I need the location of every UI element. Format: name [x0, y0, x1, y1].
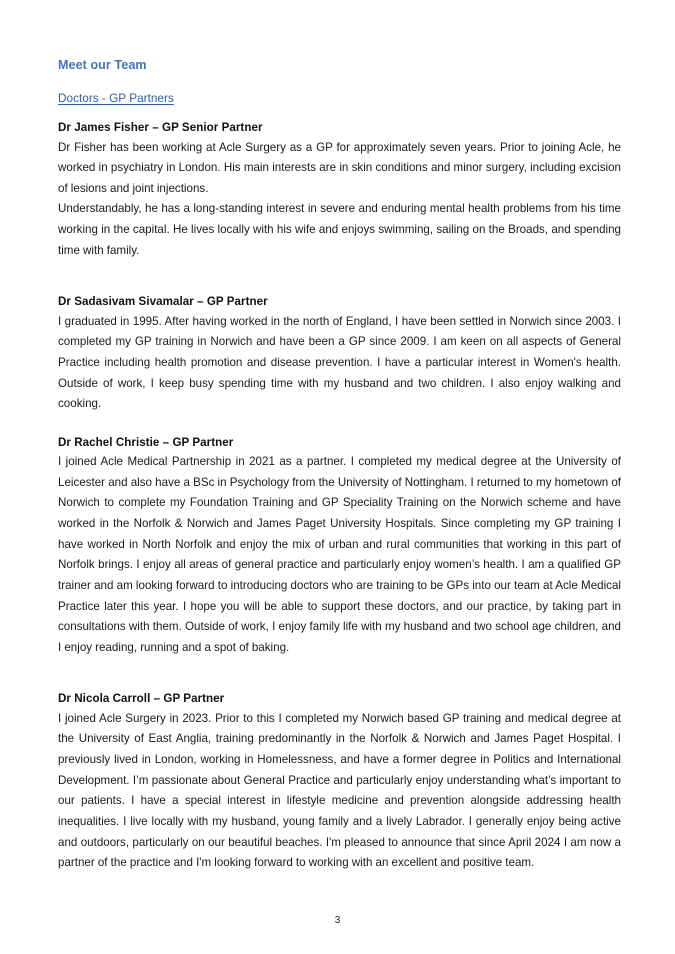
bio-paragraph: I graduated in 1995. After having worked in the north of England, I have been settled in Norwich since 2003. I completed my GP training in Norwich and have been a GP since 2009. I am keen on all aspects of General Practice including health promotion and disease prevention. I have a particular interest in Women's health. Outside of work, I keep busy spending time with my husband and two children. I also enjoy walking and cooking. — [58, 314, 621, 411]
bio-section — [58, 293, 621, 415]
page-content — [58, 58, 621, 880]
bio-name: Dr Sadasivam Sivamalar – GP Partner — [58, 295, 268, 309]
section-spacer — [58, 421, 621, 434]
section-spacer — [58, 664, 621, 690]
bio-paragraph: I joined Acle Medical Partnership in 2021 as a partner. I completed my medical degree at the University of Leicester and also have a BSc in Psychology from the University of Nottingham. I returned to my hometown of Norwich to complete my Foundation Training and GP Speciality Training on the Norwich scheme and have worked in the Norfolk & Norwich and James Paget University Hospitals. Since completing my GP training I have worked in North Norfolk and enjoy the mix of urban and rural communities that working in this part of Norfolk brings. I enjoy all areas of general practice and particularly enjoy women’s health. I am a qualified GP trainer and am looking forward to introducing doctors who are training to be GPs into our team at Acle Medical Practice later this year. I hope you will be able to support these doctors, and our practice, by taking part in consultations with them. Outside of work, I enjoy family life with my husband and two school age children, and I enjoy reading, running and a spot of baking. — [58, 455, 621, 654]
page-number: 3 — [334, 915, 341, 926]
bio-paragraph: I joined Acle Surgery in 2023. Prior to this I completed my Norwich based GP training and medical degree at the University of East Anglia, training predominantly in the Norfolk & Norwich and James Paget Hospital. I previously lived in London, working in Homelessness, and have a former degree in Politics and International Development. I’m passionate about General Practice and particularly enjoy understanding what’s important to our patients. I have a special interest in lifestyle medicine and prevention alongside addressing health inequalities. I live locally with my husband, young family and a lively Labrador. I generally enjoy being active and outdoors, particularly on our beautiful beaches. I'm pleased to announce that since April 2024 I am now a partner of the practice and I'm looking forward to working with an excellent and positive team. — [58, 711, 621, 870]
bio-paragraph: Dr Fisher has been working at Acle Surgery as a GP for approximately seven years. Prior to joining Acle, he worked in psychiatry in London. His main interests are in skin conditions and minor surgery, including excision of lesions and joint injections. — [58, 140, 621, 195]
section-spacer — [58, 267, 621, 293]
bio-name: Dr James Fisher – GP Senior Partner — [58, 121, 263, 135]
bio-section — [58, 690, 621, 873]
section-link-doctors-gp-partners[interactable]: Doctors - GP Partners — [58, 91, 174, 105]
page-title: Meet our Team — [58, 58, 147, 72]
bio-body — [58, 312, 621, 415]
bio-section — [58, 119, 621, 261]
bio-name: Dr Rachel Christie – GP Partner — [58, 435, 234, 449]
bio-body — [58, 452, 621, 658]
bio-section — [58, 434, 621, 659]
bio-body — [58, 709, 621, 874]
bio-name: Dr Nicola Carroll – GP Partner — [58, 692, 225, 706]
bio-body — [58, 138, 621, 262]
bio-paragraph: Understandably, he has a long-standing interest in severe and enduring mental health problems from his time working in the capital. He lives locally with his wife and enjoys swimming, sailing on the Broads, and spending time with family. — [58, 202, 621, 257]
